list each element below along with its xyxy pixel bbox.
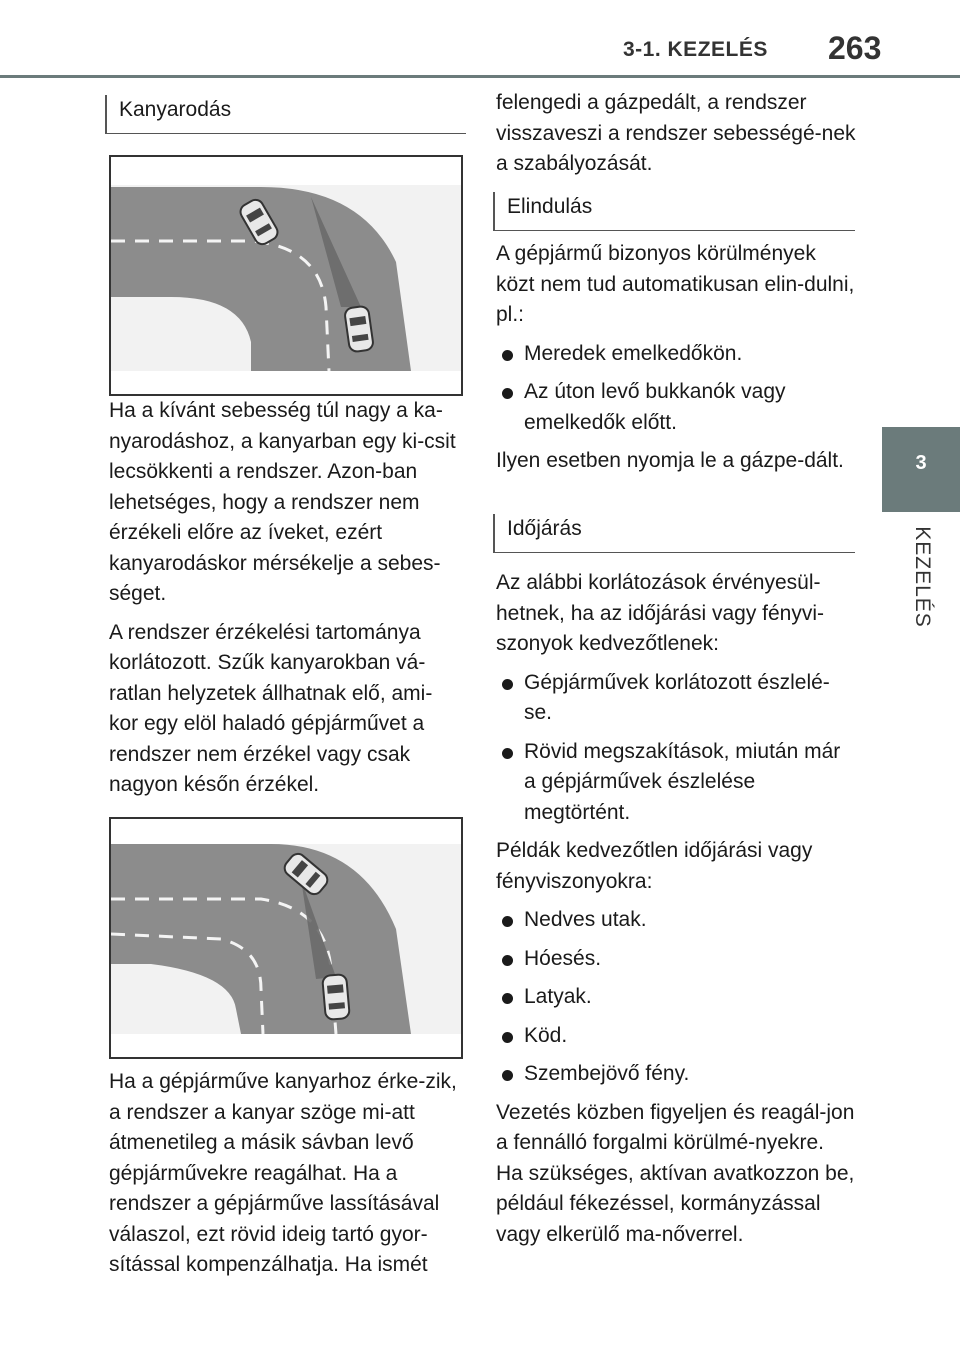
- left-text-column: [109, 396, 461, 809]
- list-item: Meredek emelkedőkön.: [496, 339, 856, 370]
- paragraph-continuation: felengedi a gázpedált, a rendszer visszaveszi a rendszer sebességé-nek a szabályozását.: [496, 91, 856, 175]
- list-item: Hóesés.: [496, 944, 856, 975]
- paragraph-curve-speed: Ha a kívánt sebesség túl nagy a ka-nyarodáshoz, a kanyarban egy ki-csit lecsökkenti a rendszer. Azon-ban lehetséges, hogy a rendszer nem érzékeli előre az íveket, ezért kanyarodáskor mérsékelje a sebes-séget.: [109, 399, 456, 605]
- figure-curve-other-lane: [109, 817, 463, 1059]
- chapter-label: [892, 522, 952, 632]
- right-text-elindulas: [496, 239, 856, 485]
- section-header: 3-1. KEZELÉS: [623, 38, 768, 61]
- paragraph-start-intro: A gépjármű bizonyos körülmények közt nem tud automatikusan elin-dulni, pl.:: [496, 242, 855, 326]
- list-item: Az úton levő bukkanók vagy emelkedők előtt.: [496, 377, 856, 438]
- header-divider: [0, 75, 960, 78]
- right-text-idojaras: [496, 568, 856, 1258]
- right-text-top: [496, 88, 856, 188]
- paragraph-detection-range: A rendszer érzékelési tartománya korlátozott. Szűk kanyarokban vá-ratlan helyzetek állhatnak elő, ami-kor egy elöl haladó gépjárművet a rendszer nem érzékel vagy csak nagyon későn érzékel.: [109, 620, 433, 796]
- own-car-icon: [322, 974, 350, 1020]
- own-car-icon: [344, 306, 374, 353]
- section-heading-elindulas: Elindulás: [493, 192, 855, 231]
- paragraph-weather-intro: Az alábbi korlátozások érvényesül-hetnek, ha az időjárási vagy fényvi-szonyok kedvezőtlenek:: [496, 571, 825, 655]
- section-heading-idojaras: Időjárás: [493, 514, 855, 553]
- paragraph-final: Vezetés közben figyeljen és reagál-jon a fennálló forgalmi körülmé-nyekre. Ha szükséges, aktívan avatkozzon be, például fékezéssel, kormányzással vagy elkerülő ma-nőverrel.: [496, 1100, 855, 1246]
- paragraph-curve-other-lane: Ha a gépjárműve kanyarhoz érke-zik, a rendszer a kanyar szöge mi-att átmenetileg a másik sávban levő gépjárművekre reagálhat. Ha a rendszer a gépjárműve lassításával válaszol, ezt rövid ideig tartó gyor-sítással kompenzálhatja. Ha ismét: [109, 1070, 457, 1276]
- paragraph-examples-intro: Példák kedvezőtlen időjárási vagy fényviszonyokra:: [496, 839, 813, 893]
- list-item: Gépjárművek korlátozott észlelé-se.: [496, 668, 856, 729]
- paragraph-start-after: Ilyen esetben nyomja le a gázpe-dált.: [496, 449, 844, 472]
- left-text-column-lower: [109, 1067, 461, 1289]
- list-item: Szembejövő fény.: [496, 1059, 856, 1090]
- page-number: 263: [828, 30, 882, 66]
- chapter-number: 3: [915, 452, 927, 474]
- chapter-label-text: KEZELÉS: [911, 526, 934, 628]
- section-heading-kanyarodas: Kanyarodás: [105, 95, 466, 134]
- list-item: Köd.: [496, 1021, 856, 1052]
- figure-curve-slowdown: [109, 155, 463, 396]
- list-item: Nedves utak.: [496, 905, 856, 936]
- list-item: Latyak.: [496, 982, 856, 1013]
- list-item: Rövid megszakítások, miután már a gépjárművek észlelése megtörtént.: [496, 737, 856, 829]
